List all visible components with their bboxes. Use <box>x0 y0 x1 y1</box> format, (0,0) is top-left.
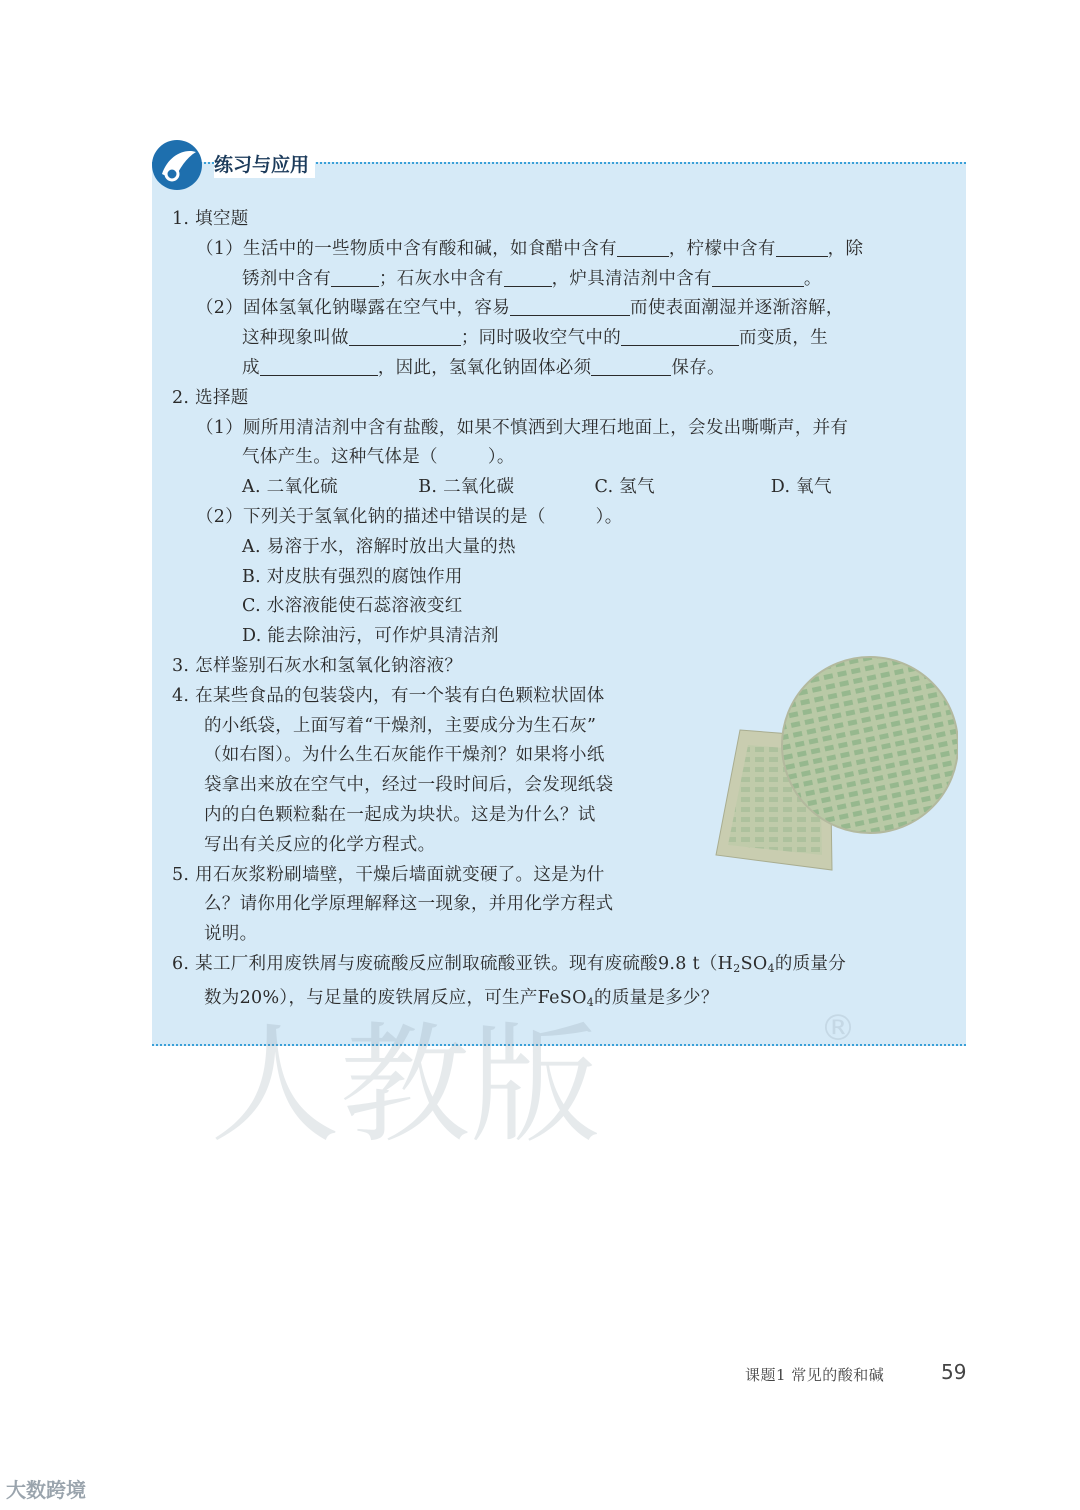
q5-line: 么？请你用化学原理解释这一现象，并用化学方程式 <box>204 894 614 915</box>
q1-p1-line1: （1）生活中的一些物质中含有酸和碱，如食醋中含有 ，柠檬中含有 ，除 <box>172 235 947 265</box>
q1-p2-line1: （2）固体氢氧化钠曝露在空气中，容易 而使表面潮湿并逐渐溶解， <box>172 294 947 324</box>
q2-p1-line1: （1）厕所用清洁剂中含有盐酸，如果不慎洒到大理石地面上，会发出嘶嘶声，并有 <box>196 417 849 438</box>
q2-label: 2. 选择题 <box>172 387 249 408</box>
q1-p1-line2: 锈剂中含有 ；石灰水中含有 ，炉具清洁剂中含有 。 <box>172 265 947 295</box>
q1-label: 1. 填空题 <box>172 209 249 229</box>
q6-line2: 数为20%），与足量的废铁屑反应，可生产FeSO$_4$的质量是多少？ <box>204 987 719 1009</box>
q3-text: 3. 怎样鉴别石灰水和氢氧化钠溶液？ <box>172 655 463 676</box>
q1-p2-line2: 这种现象叫做 ；同时吸收空气中的 而变质，生 <box>172 324 947 354</box>
corner-logo: 大数跨境 <box>6 1478 86 1502</box>
watermark-logo <box>200 1000 900 1160</box>
q1-p2-line3: 成 ，因此，氢氧化钠固体必须 保存。 <box>172 354 947 384</box>
option-d: D. 氧气 <box>770 477 832 498</box>
section-badge-icon <box>150 138 206 192</box>
section-title: 练习与应用 <box>214 152 315 178</box>
q2-p2-option-b: B. 对皮肤有强烈的腐蚀作用 <box>242 566 463 587</box>
q5-line: 说明。 <box>204 924 258 945</box>
q4-line: 的小纸袋，上面写着“干燥剂，主要成分为生石灰” <box>204 715 597 736</box>
q2-p2-option-c: C. 水溶液能使石蕊溶液变红 <box>242 596 463 617</box>
q2-p2-option-a: A. 易溶于水，溶解时放出大量的热 <box>242 536 516 557</box>
option-a: A. 二氧化硫 <box>242 477 338 498</box>
q4-line: 袋拿出来放在空气中，经过一段时间后，会发现纸袋 <box>204 775 614 796</box>
q2-p2-stem: （2）下列关于氢氧化钠的描述中错误的是（ ）。 <box>196 506 623 527</box>
exercise-content <box>172 205 947 1018</box>
q5-line: 5. 用石灰浆粉刷墙壁，干燥后墙面就变硬了。这是为什 <box>172 864 605 885</box>
option-b: B. 二氧化碳 <box>418 477 515 498</box>
svg-text:®: ® <box>820 1008 856 1049</box>
page-number: 59 <box>941 1360 967 1384</box>
option-c: C. 氢气 <box>594 477 655 498</box>
desiccant-packet-image <box>712 655 958 880</box>
q2-p1-line2: 气体产生。这种气体是（ ）。 <box>242 447 515 468</box>
q2-p1-options <box>172 473 947 503</box>
q6-line1: 6. 某工厂利用废铁屑与废硫酸反应制取硫酸亚铁。现有废硫酸9.8 $t(H_2SO_4$的质量分 <box>172 953 847 975</box>
q4-line: （如右图）。为什么生石灰能作干燥剂？如果将小纸 <box>204 745 605 766</box>
q4-line: 内的白色颗粒黏在一起成为块状。这是为什么？试 <box>204 804 596 825</box>
chapter-label: 课题1 常见的酸和碱 <box>745 1366 885 1384</box>
q4-line: 4. 在某些食品的包装袋内，有一个装有白色颗粒状固体 <box>172 685 605 706</box>
q4-line: 写出有关反应的化学方程式。 <box>204 834 436 855</box>
svg-text:人教版: 人教版 <box>210 1009 601 1160</box>
q2-p2-option-d: D. 能去除油污，可作炉具清洁剂 <box>242 626 499 647</box>
